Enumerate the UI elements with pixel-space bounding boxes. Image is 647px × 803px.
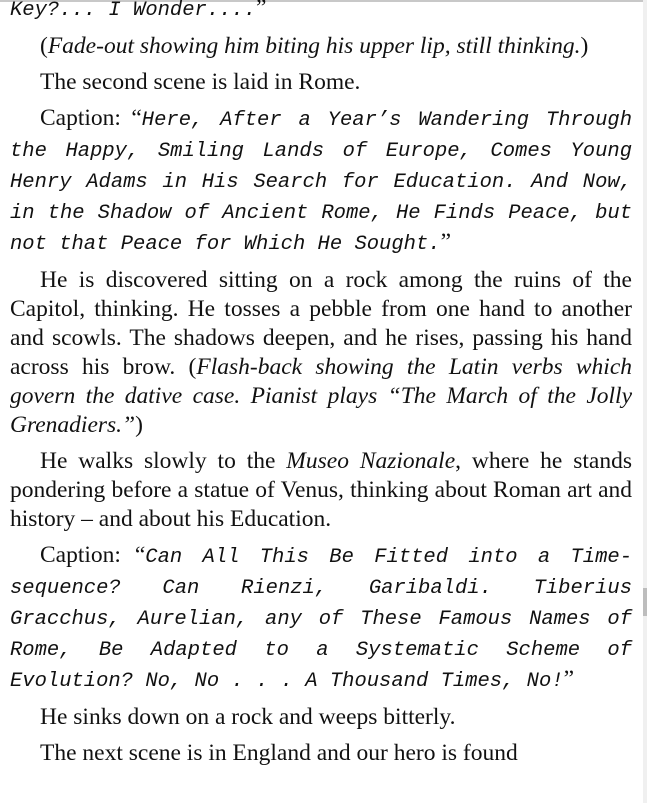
caption-text: Can All This Be Fitted into a Time-sequence? Can Rienzi, Garibaldi. Tiberius Gracchus, Aurelian, any of These Famous Names of Rome, Be Adapted to a Systematic Scheme of Evolution? No, No . . . A Thousand Times, No! <box>10 546 633 693</box>
caption-text: Key?... I Wonder.... <box>10 0 257 22</box>
scrollbar-thumb[interactable] <box>643 588 647 616</box>
paragraph-body: He is discovered sitting on a rock among the ruins of the Capitol, thinking. He tosses a pebble from one hand to another and scowls. The shadows deepen, and he rises, passing his hand across his brow. (Flash-back showing the Latin verbs which govern the dative case. Pianist plays “The March of the Jolly Grenadiers.”) <box>10 267 633 438</box>
caption-text: Here, After a Year’s Wandering Through the Happy, Smiling Lands of Europe, Comes Young Henry Adams in His Search for Education. And Now, in the Shadow of Ancient Rome, He Finds Peace, but not that Peace for Which He Sought. <box>10 109 632 256</box>
paragraph-body: He sinks down on a rock and weeps bitterly. <box>40 704 456 730</box>
close-quote: ” <box>563 666 575 692</box>
paragraph-caption <box>10 541 632 696</box>
place-name: Museo Nazionale <box>286 448 456 474</box>
flash-back-direction: Flash-back showing the Latin verbs which govern the dative case. Pianist plays “The March of the Jolly Grenadiers.” <box>10 354 633 438</box>
caption-label: Caption: “ <box>40 105 142 131</box>
close-quote: ” <box>256 0 267 21</box>
paragraph-caption <box>10 104 632 259</box>
close-quote: ” <box>440 229 452 255</box>
document-page <box>10 0 632 775</box>
paragraph-scene: The second scene is laid in Rome. <box>40 69 361 95</box>
paragraph-stage-direction: (Fade-out showing him biting his upper lip, still thinking.) <box>40 33 589 59</box>
scrollbar-track[interactable] <box>643 0 647 803</box>
paragraph-body: He walks slowly to the Museo Nazionale, where he stands pondering before a statue of Venus, thinking about Roman art and history – and about his Education. <box>10 448 632 532</box>
stage-direction: Fade-out showing him biting his upper lip, still thinking. <box>47 33 581 59</box>
paragraph-continuation <box>10 0 632 25</box>
caption-label: Caption: “ <box>40 542 146 568</box>
paragraph-body: The next scene is in England and our hero is found <box>40 740 518 766</box>
